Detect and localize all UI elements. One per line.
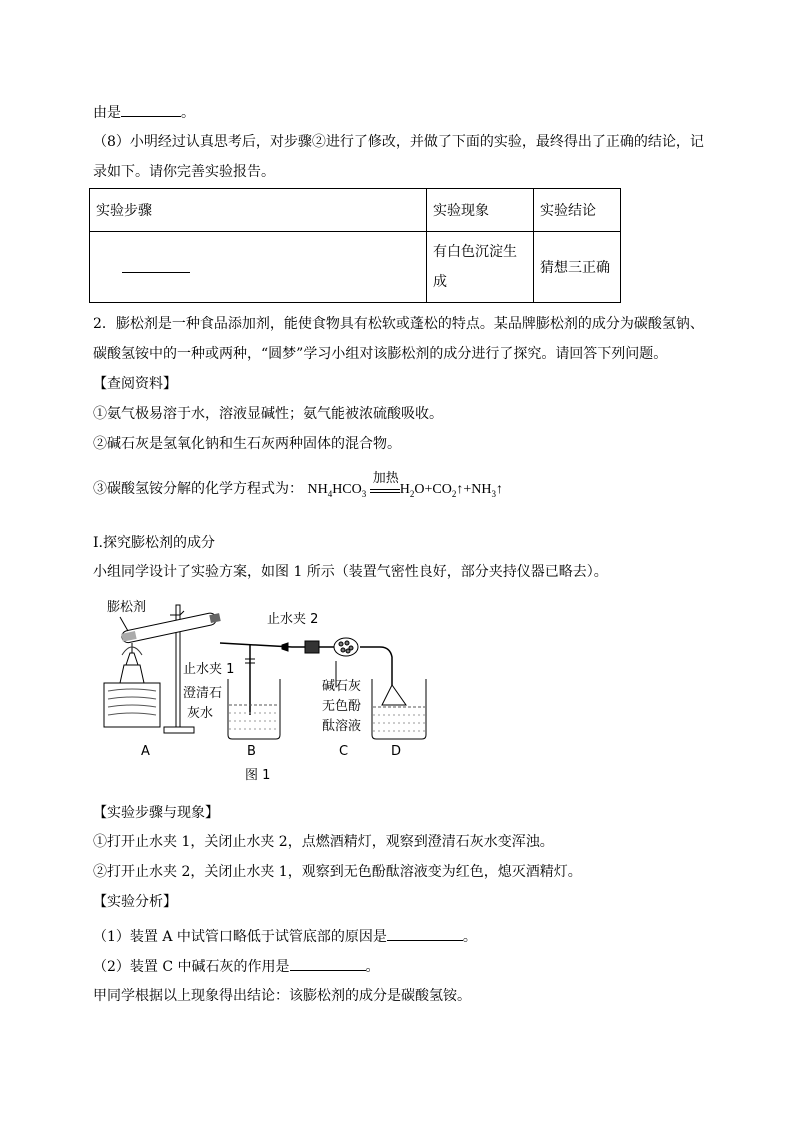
analysis1: （1）装置 A 中试管口略低于试管底部的原因是 。 [93, 926, 477, 947]
conclusion-cell: 猜想三正确 [534, 232, 621, 303]
reaction-condition: 加热 [372, 471, 399, 486]
beaker-D [372, 679, 426, 739]
experiment-report-table [89, 188, 621, 303]
figure-caption: 图 1 [245, 768, 271, 783]
fact3 [93, 471, 503, 504]
answer-blank[interactable] [387, 926, 463, 941]
phenomenon-cell [427, 232, 534, 303]
label-limewater-1: 澄清石 [183, 686, 223, 701]
analysis2: （2）装置 C 中碱石灰的作用是 。 [93, 956, 380, 977]
step1: ①打开止水夹 1，关闭止水夹 2，点燃酒精灯，观察到澄清石灰水变浑浊。 [93, 834, 554, 850]
heading-analysis: 【实验分析】 [93, 894, 177, 910]
phenomenon-line1: 有白色沉淀生 [433, 244, 517, 260]
analysis1-text: （1）装置 A 中试管口略低于试管底部的原因是 [93, 929, 387, 945]
header-steps: 实验步骤 [90, 189, 427, 232]
equation: $NH_4HCO_3$ 加热 $H_2O+CO_2↑+NH_3↑$ [307, 471, 503, 499]
fact2: ②碱石灰是氢氧化钠和生石灰两种固体的混合物。 [93, 436, 401, 452]
label-limewater-2: 灰水 [187, 706, 214, 721]
beaker-B [228, 679, 280, 739]
steps-cell[interactable] [90, 232, 427, 303]
apparatus-figure [100, 595, 440, 790]
design-text: 小组同学设计了实验方案，如图 1 所示（装置气密性良好，部分夹持仪器已略去）。 [93, 564, 608, 580]
reaction-arrow [370, 471, 400, 493]
label-A: A [141, 744, 150, 759]
analysis2-text: （2）装置 C 中碱石灰的作用是 [93, 959, 290, 975]
header-phenomenon: 实验现象 [427, 189, 534, 232]
answer-blank[interactable] [121, 102, 181, 117]
heading-materials: 【查阅资料】 [93, 376, 177, 392]
answer-blank[interactable] [290, 956, 366, 971]
q2-line2: 碳酸氢铵中的一种或两种，“圆梦”学习小组对该膨松剂的成分进行了探究。请回答下列问题。 [93, 346, 668, 362]
label-clamp1: 止水夹 1 [183, 662, 235, 677]
label-D: D [391, 744, 402, 759]
q2-line1: 2．膨松剂是一种食品添加剂，能使食物具有松软或蓬松的特点。某品牌膨松剂的成分为碳酸氢钠、 [93, 316, 704, 332]
label-clamp2: 止水夹 2 [267, 612, 319, 627]
fact1: ①氨气极易溶于水，溶液显碱性；氨气能被浓硫酸吸收。 [93, 406, 443, 422]
q7-tail: 由是 。 [93, 102, 195, 123]
label-phenolphthalein-1: 无色酚 [322, 699, 362, 714]
label-phenolphthalein-2: 酞溶液 [322, 719, 362, 734]
q8-line2: 录如下。请你完善实验报告。 [93, 164, 275, 180]
q8-line1: （8）小明经过认真思考后，对步骤②进行了修改，并做了下面的实验，最终得出了正确的结论，记 [93, 134, 704, 150]
table-header-row [90, 189, 621, 232]
heading-steps: 【实验步骤与现象】 [93, 805, 219, 821]
label-B: B [247, 744, 256, 759]
step2: ②打开止水夹 2，关闭止水夹 1，观察到无色酚酞溶液变为红色，熄灭酒精灯。 [93, 864, 582, 880]
table-row [90, 232, 621, 303]
header-conclusion: 实验结论 [534, 189, 621, 232]
q7-tail-text: 由是 [93, 105, 121, 121]
answer-blank[interactable] [122, 258, 190, 273]
phenomenon-line2: 成 [433, 274, 447, 290]
connecting-tubes [220, 643, 392, 715]
label-sodalime: 碱石灰 [322, 679, 362, 694]
section-heading: Ⅰ.探究膨松剂的成分 [93, 535, 215, 551]
label-C: C [339, 744, 349, 759]
conclusion-text: 甲同学根据以上现象得出结论：该膨松剂的成分是碳酸氢铵。 [93, 988, 471, 1004]
fact3-prefix: ③碳酸氢铵分解的化学方程式为： [93, 481, 303, 497]
label-sample: 膨松剂 [107, 600, 147, 615]
